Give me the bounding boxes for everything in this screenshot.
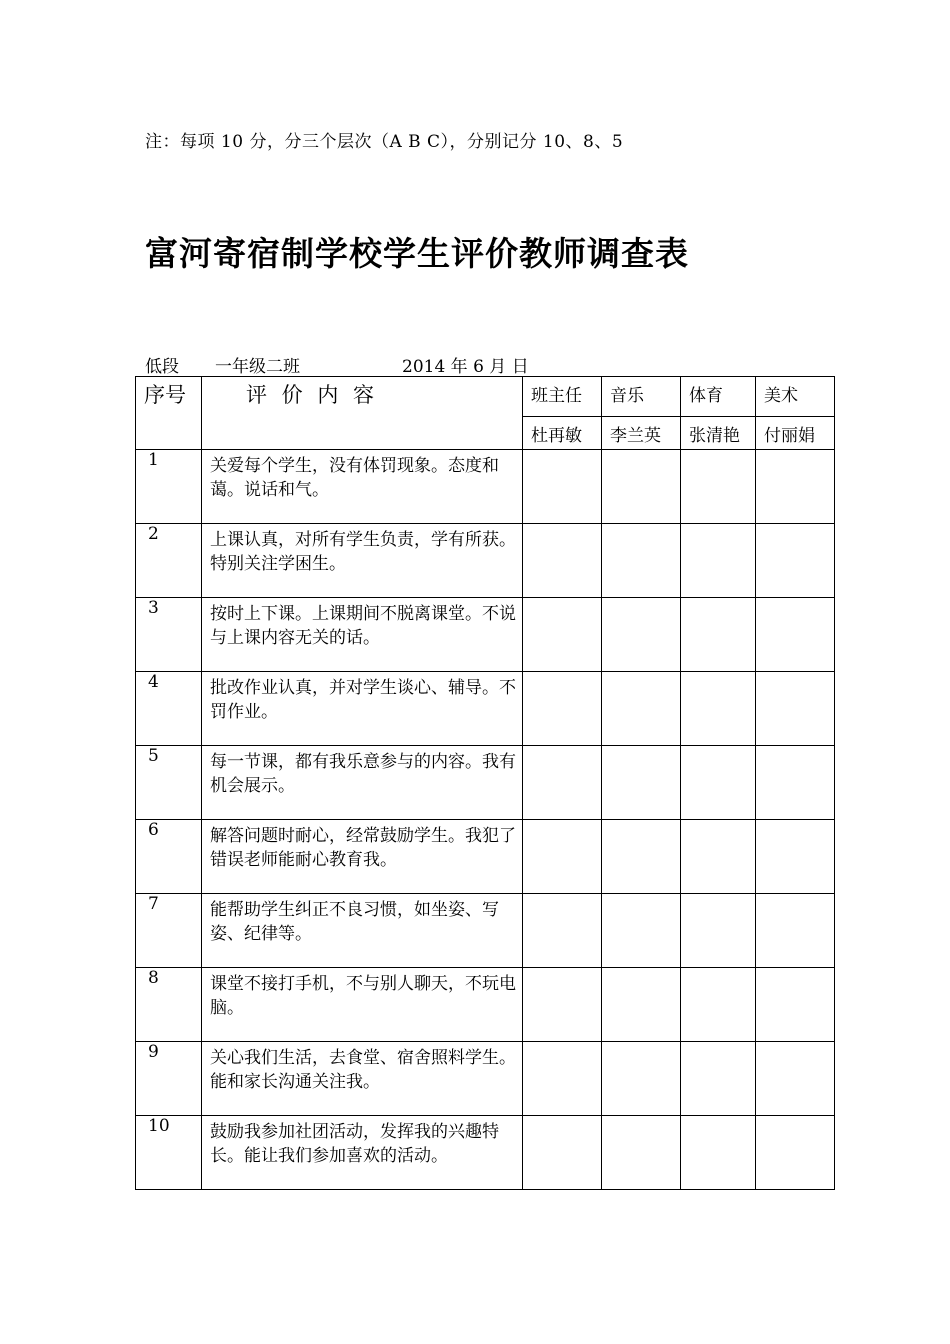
table-row bbox=[136, 968, 835, 1042]
score-cell[interactable] bbox=[756, 820, 835, 894]
score-cell[interactable] bbox=[681, 968, 756, 1042]
score-cell[interactable] bbox=[602, 672, 681, 746]
score-cell[interactable] bbox=[602, 1042, 681, 1116]
header-row bbox=[136, 377, 835, 417]
row-number: 1 bbox=[136, 450, 202, 524]
row-number: 8 bbox=[136, 968, 202, 1042]
criterion-text: 上课认真，对所有学生负责，学有所获。特别关注学困生。 bbox=[202, 524, 523, 598]
score-cell[interactable] bbox=[756, 450, 835, 524]
score-cell[interactable] bbox=[681, 1116, 756, 1190]
score-cell[interactable] bbox=[602, 524, 681, 598]
subject-header: 音乐 bbox=[602, 377, 681, 417]
score-cell[interactable] bbox=[602, 968, 681, 1042]
row-number: 3 bbox=[136, 598, 202, 672]
class-label: 一年级二班 bbox=[215, 357, 300, 377]
score-cell[interactable] bbox=[756, 1116, 835, 1190]
score-cell[interactable] bbox=[523, 524, 602, 598]
score-cell[interactable] bbox=[523, 746, 602, 820]
criterion-text: 批改作业认真，并对学生谈心、辅导。不罚作业。 bbox=[202, 672, 523, 746]
table-row bbox=[136, 524, 835, 598]
score-cell[interactable] bbox=[756, 1042, 835, 1116]
criterion-text: 按时上下课。上课期间不脱离课堂。不说与上课内容无关的话。 bbox=[202, 598, 523, 672]
criterion-text: 解答问题时耐心，经常鼓励学生。我犯了错误老师能耐心教育我。 bbox=[202, 820, 523, 894]
teacher-name: 张清艳 bbox=[681, 417, 756, 450]
score-cell[interactable] bbox=[681, 894, 756, 968]
section-label: 低段 bbox=[145, 357, 179, 377]
row-number: 7 bbox=[136, 894, 202, 968]
table-row bbox=[136, 598, 835, 672]
score-cell[interactable] bbox=[681, 598, 756, 672]
teacher-name: 付丽娟 bbox=[756, 417, 835, 450]
score-cell[interactable] bbox=[602, 746, 681, 820]
score-cell[interactable] bbox=[756, 746, 835, 820]
teacher-name: 李兰英 bbox=[602, 417, 681, 450]
score-cell[interactable] bbox=[756, 968, 835, 1042]
criterion-text: 每一节课，都有我乐意参与的内容。我有机会展示。 bbox=[202, 746, 523, 820]
score-cell[interactable] bbox=[756, 524, 835, 598]
table-row bbox=[136, 450, 835, 524]
score-cell[interactable] bbox=[681, 524, 756, 598]
score-cell[interactable] bbox=[523, 450, 602, 524]
scoring-note: 注：每项 10 分，分三个层次（A B C），分别记分 10、8、5 bbox=[145, 132, 624, 152]
subject-header: 班主任 bbox=[523, 377, 602, 417]
page-title: 富河寄宿制学校学生评价教师调查表 bbox=[145, 234, 689, 273]
table-row bbox=[136, 1116, 835, 1190]
content-header: 评 价 内 容 bbox=[202, 377, 523, 450]
score-cell[interactable] bbox=[602, 598, 681, 672]
score-cell[interactable] bbox=[681, 1042, 756, 1116]
score-cell[interactable] bbox=[681, 672, 756, 746]
row-number: 2 bbox=[136, 524, 202, 598]
row-number: 4 bbox=[136, 672, 202, 746]
criterion-text: 能帮助学生纠正不良习惯，如坐姿、写姿、纪律等。 bbox=[202, 894, 523, 968]
survey-table bbox=[135, 376, 835, 1190]
subject-header: 体育 bbox=[681, 377, 756, 417]
criterion-text: 课堂不接打手机，不与别人聊天，不玩电脑。 bbox=[202, 968, 523, 1042]
score-cell[interactable] bbox=[523, 1116, 602, 1190]
table-row bbox=[136, 672, 835, 746]
table-row bbox=[136, 746, 835, 820]
score-cell[interactable] bbox=[756, 894, 835, 968]
table-row bbox=[136, 1042, 835, 1116]
score-cell[interactable] bbox=[681, 746, 756, 820]
score-cell[interactable] bbox=[523, 672, 602, 746]
score-cell[interactable] bbox=[523, 894, 602, 968]
table-row bbox=[136, 894, 835, 968]
row-number: 6 bbox=[136, 820, 202, 894]
row-number: 9 bbox=[136, 1042, 202, 1116]
score-cell[interactable] bbox=[756, 598, 835, 672]
score-cell[interactable] bbox=[602, 894, 681, 968]
score-cell[interactable] bbox=[602, 1116, 681, 1190]
score-cell[interactable] bbox=[602, 450, 681, 524]
seq-header: 序号 bbox=[136, 377, 202, 450]
criterion-text: 鼓励我参加社团活动，发挥我的兴趣特长。能让我们参加喜欢的活动。 bbox=[202, 1116, 523, 1190]
score-cell[interactable] bbox=[756, 672, 835, 746]
score-cell[interactable] bbox=[602, 820, 681, 894]
row-number: 5 bbox=[136, 746, 202, 820]
criterion-text: 关爱每个学生，没有体罚现象。态度和蔼。说话和气。 bbox=[202, 450, 523, 524]
score-cell[interactable] bbox=[523, 968, 602, 1042]
subject-header: 美术 bbox=[756, 377, 835, 417]
score-cell[interactable] bbox=[523, 1042, 602, 1116]
table-row bbox=[136, 820, 835, 894]
row-number: 10 bbox=[136, 1116, 202, 1190]
score-cell[interactable] bbox=[681, 450, 756, 524]
date-label: 2014 年 6 月 日 bbox=[402, 357, 529, 377]
score-cell[interactable] bbox=[523, 598, 602, 672]
score-cell[interactable] bbox=[681, 820, 756, 894]
criterion-text: 关心我们生活，去食堂、宿舍照料学生。能和家长沟通关注我。 bbox=[202, 1042, 523, 1116]
score-cell[interactable] bbox=[523, 820, 602, 894]
teacher-name: 杜再敏 bbox=[523, 417, 602, 450]
